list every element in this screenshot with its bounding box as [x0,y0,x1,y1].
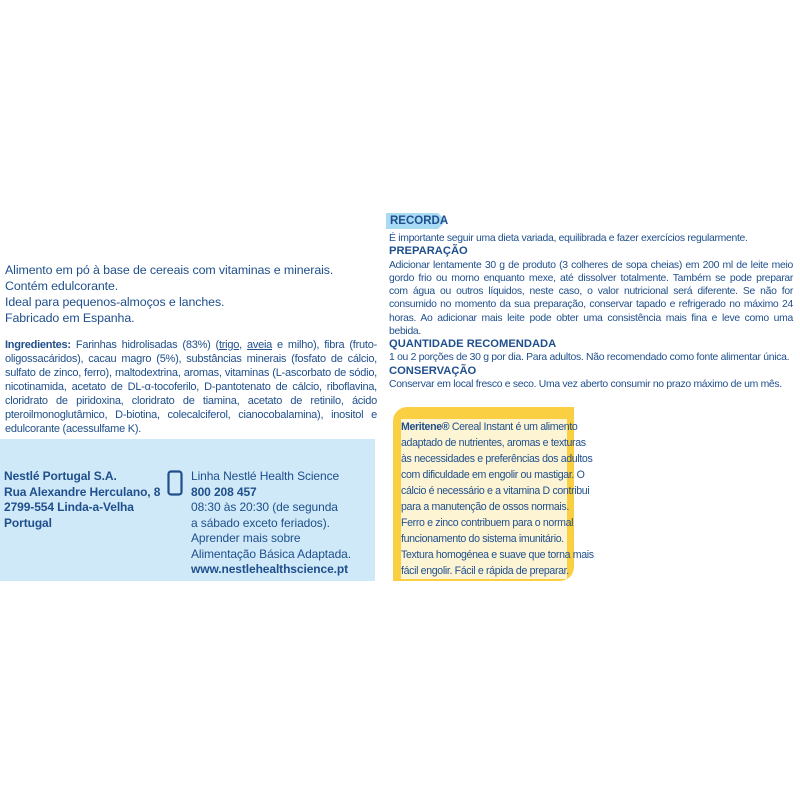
highlight-line: Textura homogénea e suave que torna mais [401,549,594,561]
highlight-line: Meritene® Cereal Instant é um alimento [401,421,578,433]
helpline-hours: a sábado exceto feriados). [191,515,330,530]
description-line: Contém edulcorante. [5,279,119,293]
recorda-text: É importante seguir uma dieta variada, equilibrada e fazer exercícios regularmente. [389,233,748,244]
quantidade-text: 1 ou 2 porções de 30 g por dia. Para adultos. Não recomendado como fonte alimentar única. [389,352,790,364]
ingredients-text: e milho), fibra (fruto-oligossacáridos), cacau magro (5%), substâncias minerais (fosfato de cálcio, sulfato de zinco, ferro), maltodextrina, aromas, vitaminas (L-ascorbato de sódio, nicotinamida, acetato de DL-α-tocoferilo, D-pantotenato de cálcio, riboflavina, cloridrato de piridoxina, cloridrato de tiamina, acetato de retinilo, ácido pteroilmonoglutâmico, D-biotina, colecalciferol, cianocobalamina), inositol e edulcorante (acessulfame K). [5,339,377,435]
helpline-info [191,469,351,578]
address-line: Rua Alexandre Herculano, 8 [4,484,161,499]
highlight-line: cálcio é necessário e a vitamina D contribui [401,485,590,497]
highlight-line: Ferro e zinco contribuem para o normal [401,517,574,529]
ingredients-paragraph [5,338,377,436]
recorda-label: RECORDA [390,215,449,227]
preparacao-text: Adicionar lentamente 30 g de produto (3 colheres de sopa cheias) em 200 ml de leite meio gordo frio ou morno enquanto mexe, até dissolver totalmente. Também se pode preparar com água ou outros líquidos, neste caso, o valor nutricional será diferente. Se não for consumido no momento da sua preparação, conservar tapado e refrigerado no máximo 24 horas. Ao adicionar mais leite pode obter uma consistência mais fina e leve como uma bebida. [389,259,793,337]
address-line: 2799-554 Linda-a-Velha [4,500,134,514]
ingredients-text: , [239,339,247,351]
company-address [4,469,160,531]
helpline-hours: 08:30 às 20:30 (de segunda [191,500,338,514]
website-link[interactable]: www.nestlehealthscience.pt [191,562,349,576]
allergen-aveia: aveia [246,339,272,351]
conservacao-title: CONSERVAÇÃO [389,364,477,377]
description-line: Ideal para pequenos-almoços e lanches. [5,295,225,309]
phone-icon [167,470,183,496]
description-line: Fabricado em Espanha. [5,311,135,325]
highlight-line: fácil engolir. Fácil e rápida de preparar. [401,565,569,577]
company-name: Nestlé Portugal S.A. [4,469,117,483]
learn-more-text: Aprender mais sobre [191,531,301,545]
quantidade-title: QUANTIDADE RECOMENDADA [389,337,557,350]
highlight-text [401,419,594,579]
address-line: Portugal [4,515,52,530]
conservacao-text: Conservar em local fresco e seco. Uma vez aberto consumir no prazo máximo de um mês. [389,379,782,391]
highlight-line: adaptado de nutrientes, aromas e texturas [401,437,586,449]
product-description [5,262,375,326]
ingredients-label: Ingredientes: [5,339,71,351]
highlight-line: funcionamento do sistema imunitário. [401,531,567,547]
helpline-title: Linha Nestlé Health Science [191,469,340,483]
learn-more-text: Alimentação Básica Adaptada. [191,546,351,561]
preparacao-title: PREPARAÇÃO [389,245,468,258]
allergen-trigo: trigo [218,339,240,351]
brand-name: Meritene® [401,421,450,433]
description-line: Alimento em pó à base de cereais com vitaminas e minerais. [5,263,334,277]
highlight-line: com dificuldade em engolir ou mastigar. O [401,469,585,481]
highlight-line: às necessidades e preferências dos adultos [401,453,593,465]
instructions-column [389,232,793,391]
helpline-number[interactable]: 800 208 457 [191,484,257,499]
highlight-line: para a manutenção de ossos normais. [401,501,569,513]
ingredients-text: Farinhas hidrolisadas (83%) ( [70,339,219,351]
